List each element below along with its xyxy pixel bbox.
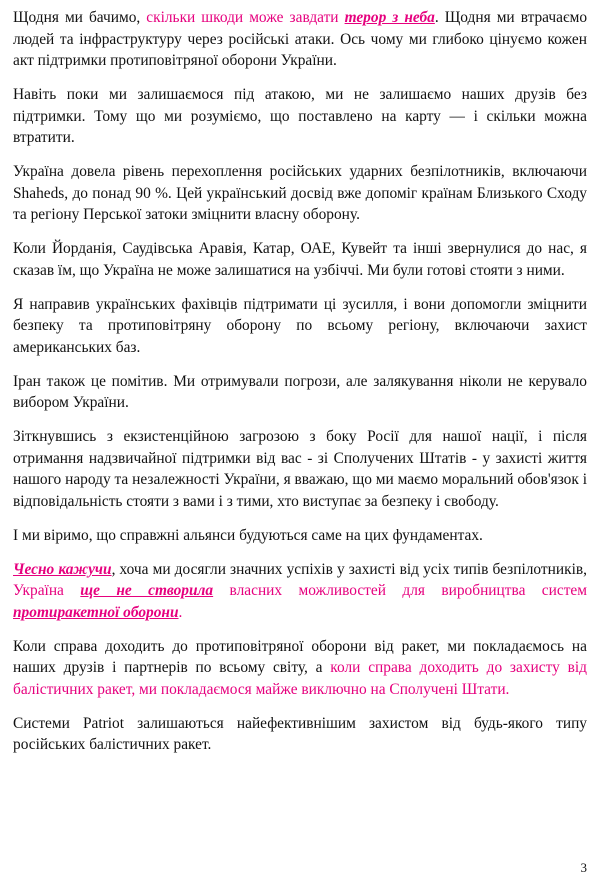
highlighted-text: коли справа доходить до захисту від балістичних ракет, ми покладаємося майже виключно на Сполучені Штати. — [13, 659, 587, 698]
text-segment: Коли справа доходить до протиповітряної оборони від ракет, ми покладаємось на наших друзів і партнерів по всьому світу, а — [13, 637, 587, 676]
paragraph-5 — [13, 294, 587, 359]
emphasized-text: ще не створила — [80, 582, 214, 599]
text-segment: Україна довела рівень перехоплення російських ударних безпілотників, включаючи Shaheds, до понад 90 %. Цей український досвід вже допоміг країнам Близького Сходу та регіону Перської затоки зміцнити власну оборону. — [13, 163, 587, 223]
paragraph-9 — [13, 559, 587, 624]
text-segment: Зіткнувшись з екзистенційною загрозою з боку Росії для нашої нації, і після отримання надзвичайної підтримки від вас - зі Сполучених Штатів - у захисті життя нашого народу та незалежності України, я вважаю, що ми маємо моральний обов'язок і відповідальність стояти з вами і з тими, хто виступає за безпеку і свободу. — [13, 428, 587, 510]
paragraph-10 — [13, 636, 587, 701]
emphasized-text: Чесно кажучи — [13, 560, 112, 578]
paragraph-6 — [13, 371, 587, 414]
paragraph-7 — [13, 426, 587, 512]
paragraph-2 — [13, 84, 587, 149]
text-segment: Системи Patriot залишаються найефективнішим захистом від будь-якого типу російських балістичних ракет. — [13, 714, 587, 753]
paragraph-1 — [13, 7, 587, 72]
emphasized-text: терор з неба — [344, 9, 435, 26]
highlighted-text: скільки шкоди може завдати — [146, 9, 345, 26]
emphasized-text: протиракетної оборони — [13, 603, 179, 621]
page-number: 3 — [580, 860, 587, 875]
paragraph-8 — [13, 525, 587, 547]
paragraph-4 — [13, 238, 587, 281]
text-segment: , хоча ми досягли значних успіхів у захисті від усіх типів безпілотників, — [111, 560, 587, 578]
highlighted-text: Україна — [13, 582, 81, 599]
highlighted-text: . — [178, 603, 183, 621]
text-segment: Я направив українських фахівців підтримати ці зусилля, і вони допомогли зміцнити безпеку та протиповітряну оборону по всьому регіону, включаючи захист американських баз. — [13, 295, 587, 356]
text-segment: Навіть поки ми залишаємося під атакою, ми не залишаємо наших друзів без підтримки. Тому що ми розуміємо, що поставлено на карту — і скільки можна втратити. — [13, 86, 587, 146]
text-segment: І ми віримо, що справжні альянси будуються саме на цих фундаментах. — [13, 526, 483, 544]
text-segment: . Щодня ми втрачаємо людей та інфраструктуру через російські атаки. Ось чому ми глибоко цінуємо кожен акт підтримки протиповітряної оборони України. — [13, 9, 588, 69]
paragraph-3 — [13, 161, 587, 226]
paragraph-11 — [13, 713, 587, 756]
text-segment: Коли Йорданія, Саудівська Аравія, Катар, ОАЕ, Кувейт та інші звернулися до нас, я сказав їм, що Україна не може залишатися на узбіччі. Ми були готові стояти з ними. — [13, 240, 587, 279]
text-segment: Іран також це помітив. Ми отримували погрози, але залякування ніколи не керувало вибором України. — [13, 372, 587, 411]
highlighted-text: власних можливостей для виробництва систем — [213, 582, 587, 599]
text-segment: Щодня ми бачимо, — [13, 9, 147, 26]
